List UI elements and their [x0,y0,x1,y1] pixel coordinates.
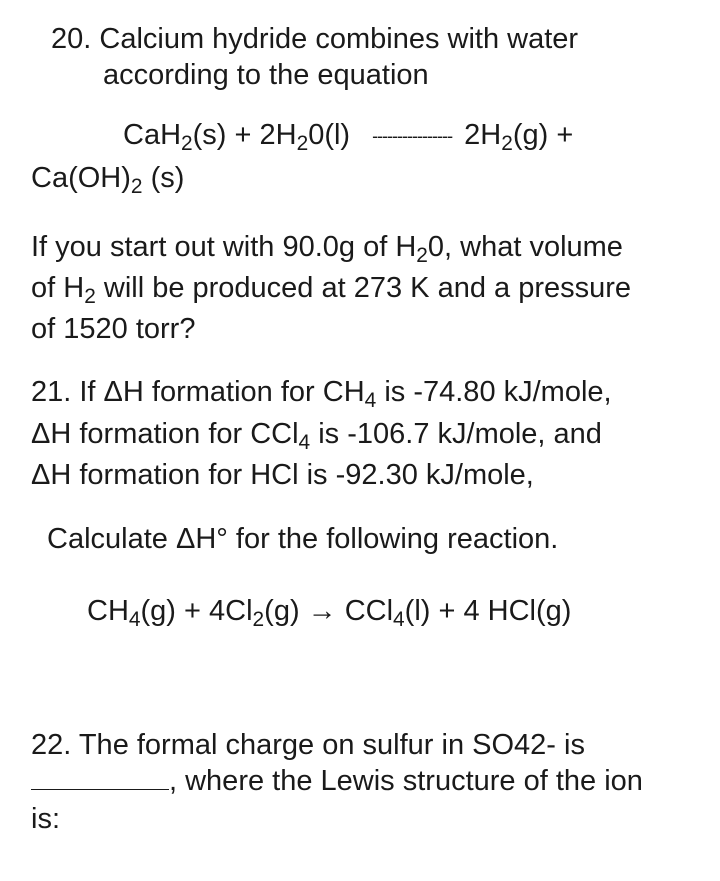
q22-line-2: , where the Lewis structure of the ion [31,767,643,796]
q21-line-2: ΔH formation for CCl$_4$ is -106.7 kJ/mole, and [31,418,602,454]
q22-line-3: is: [31,803,60,835]
q20-question-line-2: of $H_2$ will be produced at 273 K and a pressure [31,272,632,308]
q21-reaction: $CH_4(g) + 4Cl_2(g) \to CCl_4(l) + 4$ HCl(g) [87,595,572,631]
q20-question-line-1: If you start out with 90.0g of $H_20$, what volume [31,231,623,267]
answer-blank [31,773,169,790]
q20-line-1: 20. Calcium hydride combines with water [51,23,579,55]
q21-line-1: 21. If ΔH formation for $CH_4$ is -74.80 kJ/mole, [31,376,612,412]
q20-line-2: according to the equation [103,59,429,91]
q22-line-1: 22. The formal charge on sulfur in SO42- is [31,729,585,761]
q20-equation-line-2: $Ca(OH)_2$ (s) [31,162,185,198]
q20-question-line-3: of 1520 torr? [31,313,196,345]
q21-calculate-line: Calculate ΔH° for the following reaction. [47,523,559,555]
q21-line-3: ΔH formation for HCl is -92.30 kJ/mole, [31,459,534,491]
q20-equation-line-1: $CaH_2(s) + 2H_20(l)$ ---------------- $2H_2(g)$ + [123,119,574,155]
